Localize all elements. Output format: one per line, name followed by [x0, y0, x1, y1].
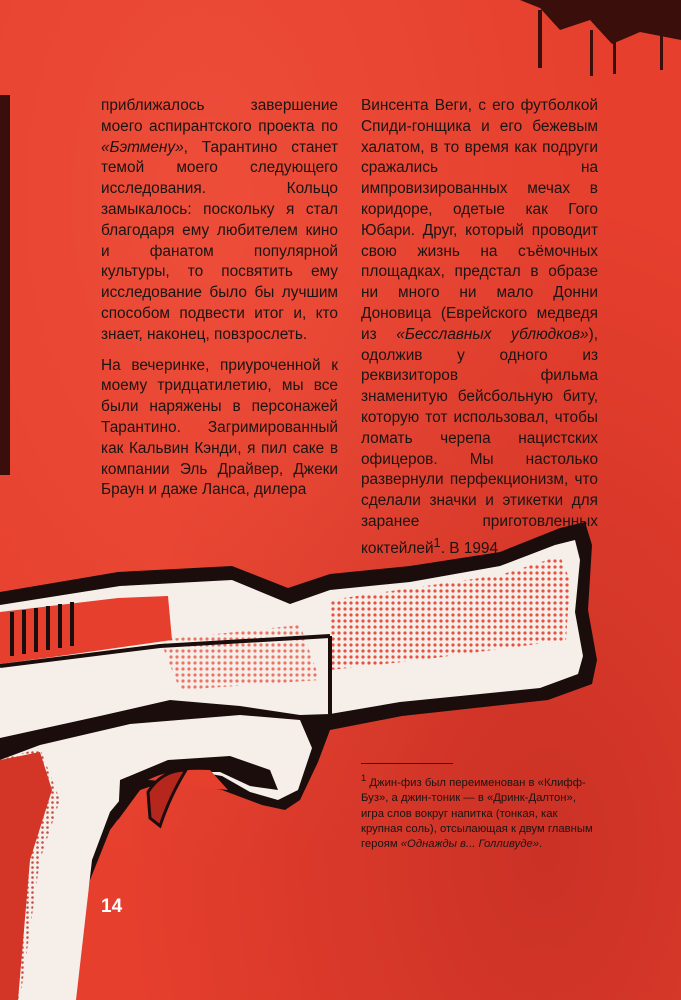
left-paragraph-1-text-b: , Тарантино станет темой моего следующего исследования. Кольцо замыкалось: поскольку я стал благодаря ему любителем кино и фанатом популярной культуры, то посвятить ему исследование было бы лучшим способом подвести итог и, кто знает, наконец, повзрослеть. — [101, 138, 338, 343]
left-paragraph-1-text-a: приближалось завершение моего аспирантского проекта по — [101, 97, 338, 135]
footnote-reference[interactable]: 1 — [433, 534, 441, 550]
right-paragraph-1-text-a: Винсента Веги, с его футболкой Спиди-гонщика и его бежевым халатом, в то время как подруги сражались на импровизированных мечах в коридоре, одетые как Гого Юбари. Друг, который проводит свою жизнь на съёмочных площадках, предстал в образе ни много ни мало Донни Доновица (Еврейского медведя из — [361, 97, 598, 343]
footnote-text-a: Джин-физ был переименован в «Клифф-Буз», а джин-тоник — в «Дринк-Далтон», игра слов вокруг напитка (тонкая, как крупная соль), отсылающая к двум главным героям — [361, 776, 593, 851]
right-text-column — [361, 96, 598, 570]
left-paragraph-2: На вечеринке, приуроченной к моему тридцатилетию, мы все были наряжены в персонажей Тарантино. Загримированный как Кальвин Кэнди, я пил саке в компании Эль Драйвер, Джеки Браун и даже Ланса, дилера — [101, 356, 338, 499]
footnote-body — [361, 770, 593, 853]
footnote-text-b: . — [539, 838, 543, 851]
ink-splatter — [520, 0, 681, 76]
footnote-italic-title: «Однажды в... Голливуде» — [400, 838, 540, 851]
right-paragraph-1-italic-title: «Бесславных ублюдков» — [396, 325, 589, 343]
left-edge-mark — [0, 95, 10, 475]
left-paragraph-1-italic-title: «Бэтмену» — [101, 138, 184, 156]
right-paragraph-1 — [361, 96, 598, 560]
footnote — [361, 763, 593, 853]
page-number: 14 — [101, 896, 123, 917]
right-paragraph-1-text-b: ), одолжив у одного из реквизиторов фильма знаменитую бейсбольную биту, которую тот использовал, чтобы ломать черепа нацистских офицеров. Мы настолько развернули перфекционизм, что сделали значки и этикетки для заранее приготовленных коктейлей — [361, 325, 598, 557]
footnote-divider — [361, 763, 453, 764]
pistol — [0, 522, 597, 1000]
right-paragraph-1-text-c: . В 1994 — [440, 539, 499, 557]
left-text-column — [101, 96, 338, 511]
left-paragraph-1 — [101, 96, 338, 346]
footnote-marker: 1 — [361, 772, 367, 783]
